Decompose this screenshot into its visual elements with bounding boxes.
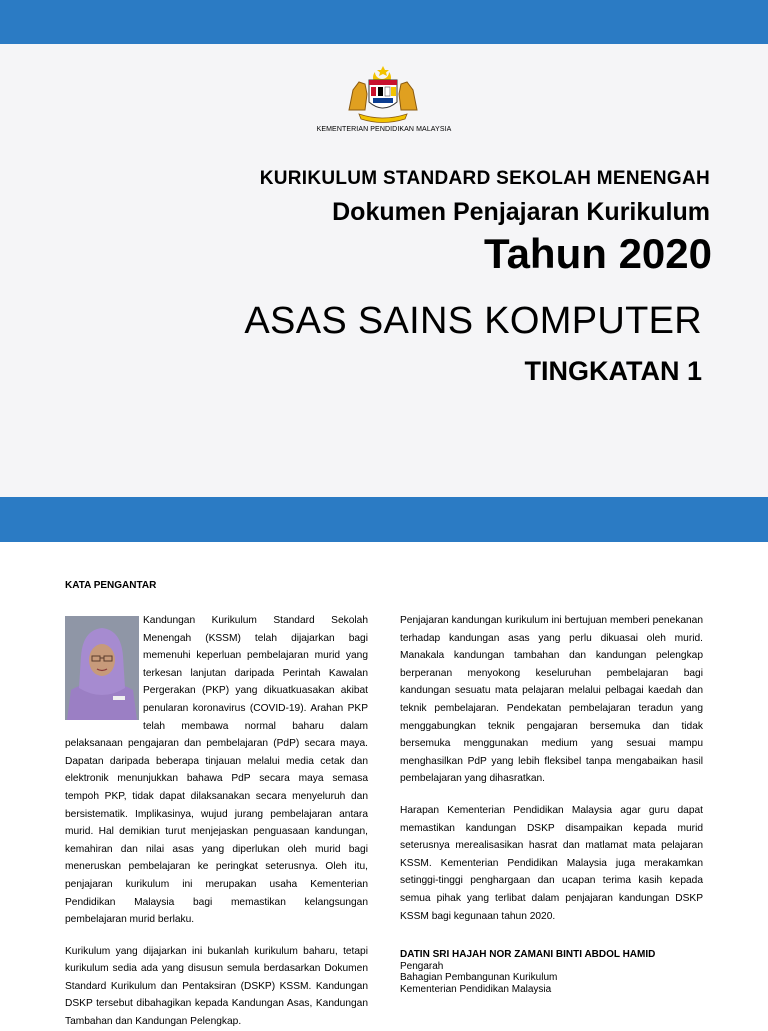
malaysia-coat-of-arms-logo — [345, 64, 421, 124]
signatory-name: DATIN SRI HAJAH NOR ZAMANI BINTI ABDOL HAMID — [400, 949, 656, 960]
subject-title: ASAS SAINS KOMPUTER — [244, 300, 702, 342]
document-title: Dokumen Penjajaran Kurikulum — [332, 198, 710, 226]
signatory-ministry: Kementerian Pendidikan Malaysia — [400, 983, 552, 995]
foreword-left-column — [65, 612, 368, 1031]
foreword-paragraph: Penjajaran kandungan kurikulum ini bertujuan memberi penekanan terhadap kandungan asas yang perlu dikuasai oleh murid. Manakala kandungan tambahan dan kandungan pelengkap berperanan menyokong keseluruhan pembelajaran bagi kandungan sesuatu mata pelajaran melalui pelbagai kaedah dan teknik pembelajaran. Pendekatan pembelajaran teradun yang menggabungkan teknik pengajaran bersemuka dan tidak bersemuka menggunakan medium yang sesuai mampu menghasilkan PdP yang lebih fleksibel tanpa mengabaikan hasil pembelajaran yang dihasratkan. — [400, 615, 703, 785]
foreword-paragraph: Kurikulum yang dijajarkan ini bukanlah kurikulum baharu, tetapi kurikulum sedia ada yang disusun semula berdasarkan Dokumen Standard Kurikulum dan Pentaksiran (DSKP) KSSM. Kandungan DSKP tersebut dibahagikan kepada Kandungan Asas, Kandungan Tambahan dan Kandungan Pelengkap. — [65, 945, 368, 1028]
curriculum-title: KURIKULUM STANDARD SEKOLAH MENENGAH — [259, 168, 710, 189]
foreword-paragraph: Kandungan Kurikulum Standard Sekolah Menengah (KSSM) telah dijajarkan bagi memenuhi keperluan pembelajaran murid yang terkesan lanjutan daripada Perintah Kawalan Pergerakan (PKP) yang dikuatkuasakan akibat penularan koronavirus (COVID-19). Arahan PKP telah membawa normal baharu dalam pelaksanaan pengajaran dan pembelajaran (PdP) secara maya. Dapatan daripada beberapa tinjauan melalui media cetak dan elektronik menunjukkan bahawa PdP secara maya semasa tempoh PKP, tidak dapat dilaksanakan secara menyeluruh dan bersistematik. Implikasinya, wujud jurang pembelajaran antara murid. Hal demikian turut menjejaskan penguasaan kandungan, kemahiran dan nilai asas yang diperlukan oleh murid bagi meneruskan pembelajaran ke peringkat seterusnya. Oleh itu, penjajaran kurikulum ini merupakan usaha Kementerian Pendidikan Malaysia bagi memastikan kelangsungan pembelajaran murid berlaku. — [65, 615, 368, 926]
foreword-right-column — [400, 612, 703, 925]
foreword-heading: KATA PENGANTAR — [65, 580, 157, 591]
ministry-name: KEMENTERIAN PENDIDIKAN MALAYSIA — [316, 126, 452, 133]
grade-title: TINGKATAN 1 — [524, 356, 702, 386]
year-title: Tahun 2020 — [484, 230, 712, 277]
signatory-title: Pengarah — [400, 960, 444, 972]
top-blue-band — [0, 0, 768, 44]
signature-block — [400, 949, 730, 995]
foreword-paragraph: Harapan Kementerian Pendidikan Malaysia agar guru dapat memastikan kandungan DSKP disampaikan kepada murid seterusnya merealisasikan hasrat dan matlamat mata pelajaran KSSM. Kementerian Pendidikan Malaysia juga merakamkan setinggi-tinggi penghargaan dan ucapan terima kasih kepada semua pihak yang terlibat dalam penjajaran kandungan DSKP KSSM bagi kegunaan tahun 2020. — [400, 804, 703, 922]
signatory-division: Bahagian Pembangunan Kurikulum — [400, 972, 558, 983]
bottom-blue-band — [0, 497, 768, 542]
